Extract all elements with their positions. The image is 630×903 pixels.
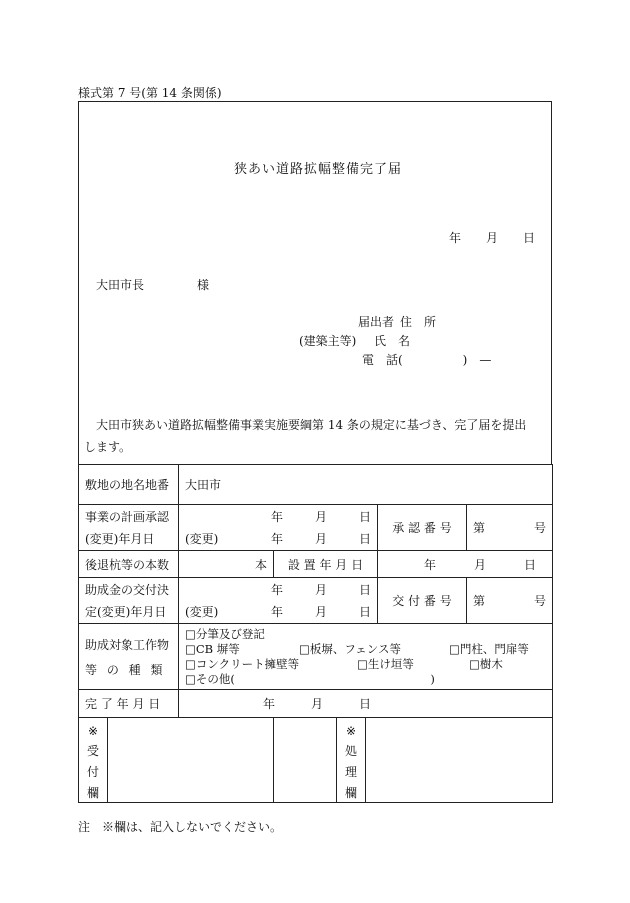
processing-cell — [274, 718, 553, 803]
grant-no-label: 交 付 番 号 — [378, 578, 467, 624]
types-label — [79, 624, 179, 690]
year-label: 年 — [270, 532, 283, 546]
opt-cb[interactable]: □CB 塀等 — [185, 641, 240, 656]
month-label: 月 — [311, 697, 324, 711]
plan-label — [79, 505, 179, 551]
plan-label-2: (変更)年月日 — [85, 532, 155, 546]
char: 欄 — [344, 786, 357, 800]
opt-gate[interactable]: □門柱、門扉等 — [449, 641, 529, 656]
month-label: 月 — [314, 532, 327, 546]
completion-label: 完 了 年 月 日 — [79, 690, 179, 718]
opt-other[interactable]: □その他( ) — [185, 671, 435, 686]
char: 理 — [344, 765, 357, 779]
opt-bunpitsu[interactable]: □分筆及び登記 — [185, 626, 265, 641]
stakes-count: 本 — [179, 551, 274, 578]
grant-label — [79, 578, 179, 624]
body-text-line2: します。 — [84, 440, 132, 454]
char: 付 — [86, 765, 99, 779]
submitter-label: 届出者 — [358, 315, 395, 329]
char: 処 — [344, 744, 357, 758]
addressee-honorific: 様 — [197, 278, 210, 292]
types-label-1: 助成対象工作物 — [85, 637, 170, 652]
day-label: 日 — [358, 605, 371, 619]
change-label: (変更) — [185, 605, 219, 619]
table-row — [79, 578, 553, 624]
mark: ※ — [345, 724, 357, 738]
install-label: 設 置 年 月 日 — [274, 551, 378, 578]
phone-label: 電 話( ) — — [362, 353, 492, 367]
types-label-2: 等 の 種 類 — [85, 662, 166, 677]
page-title: 狭あい道路拡幅整備完了届 — [234, 162, 403, 177]
approval-no-label: 承 認 番 号 — [378, 505, 467, 551]
mark: ※ — [87, 724, 99, 738]
change-label: (変更) — [185, 532, 219, 546]
form-header-box — [78, 101, 552, 465]
plan-label-1: 事業の計画承認 — [85, 510, 170, 524]
types-options — [179, 624, 553, 690]
month-label: 月 — [314, 605, 327, 619]
opt-concrete[interactable]: □コンクリート擁壁等 — [185, 656, 300, 671]
year-label: 年 — [270, 605, 283, 619]
table-row — [79, 505, 553, 551]
year-label: 年 — [270, 583, 283, 597]
opt-tree[interactable]: □樹木 — [469, 656, 503, 671]
opt-fence[interactable]: □板塀、フェンス等 — [299, 641, 401, 656]
table-row — [79, 718, 553, 803]
site-label: 敷地の地名地番 — [79, 465, 179, 505]
char: 欄 — [86, 786, 99, 800]
gou-label: 号 — [534, 594, 547, 608]
address-label: 住 所 — [400, 315, 437, 329]
day-label: 日 — [358, 583, 371, 597]
grant-label-2: 定(変更)年月日 — [85, 605, 167, 619]
processing-label — [336, 718, 366, 802]
plan-date-cell — [179, 505, 378, 551]
approval-no-value — [467, 505, 553, 551]
application-table — [78, 464, 553, 803]
table-row — [79, 465, 553, 505]
month-label: 月 — [314, 510, 327, 524]
char: 受 — [86, 744, 99, 758]
date-year: 年 — [449, 231, 462, 245]
date-day: 日 — [523, 231, 536, 245]
date-month: 月 — [486, 231, 499, 245]
year-label: 年 — [270, 510, 283, 524]
reception-label — [79, 718, 108, 802]
year-label: 年 — [263, 697, 276, 711]
grant-date-cell — [179, 578, 378, 624]
site-value: 大田市 — [179, 465, 553, 505]
footnote: 注 ※欄は、記入しないでください。 — [78, 820, 283, 834]
grant-label-1: 助成金の交付決 — [85, 583, 170, 597]
opt-hedge[interactable]: □生け垣等 — [357, 656, 414, 671]
table-row — [79, 551, 553, 578]
grant-no-value — [467, 578, 553, 624]
day-label: 日 — [359, 697, 372, 711]
month-label: 月 — [314, 583, 327, 597]
dai-label: 第 — [473, 521, 486, 535]
name-label: 氏 名 — [374, 334, 411, 348]
addressee-name: 大田市長 — [96, 278, 145, 292]
stakes-label: 後退杭等の本数 — [79, 551, 179, 578]
day-label: 日 — [524, 557, 537, 572]
year-label: 年 — [423, 557, 436, 572]
table-row — [79, 624, 553, 690]
completion-date — [179, 690, 553, 718]
form-number: 様式第 7 号(第 14 条関係) — [78, 86, 222, 100]
month-label: 月 — [474, 557, 487, 572]
day-label: 日 — [358, 532, 371, 546]
body-text-line1: 大田市狭あい道路拡幅整備事業実施要綱第 14 条の規定に基づき、完了届を提出 — [96, 418, 527, 432]
gou-label: 号 — [534, 521, 547, 535]
day-label: 日 — [358, 510, 371, 524]
install-date — [378, 551, 553, 578]
dai-label: 第 — [473, 594, 486, 608]
owner-label: (建築主等) — [299, 334, 357, 348]
reception-cell — [79, 718, 274, 803]
table-row — [79, 690, 553, 718]
